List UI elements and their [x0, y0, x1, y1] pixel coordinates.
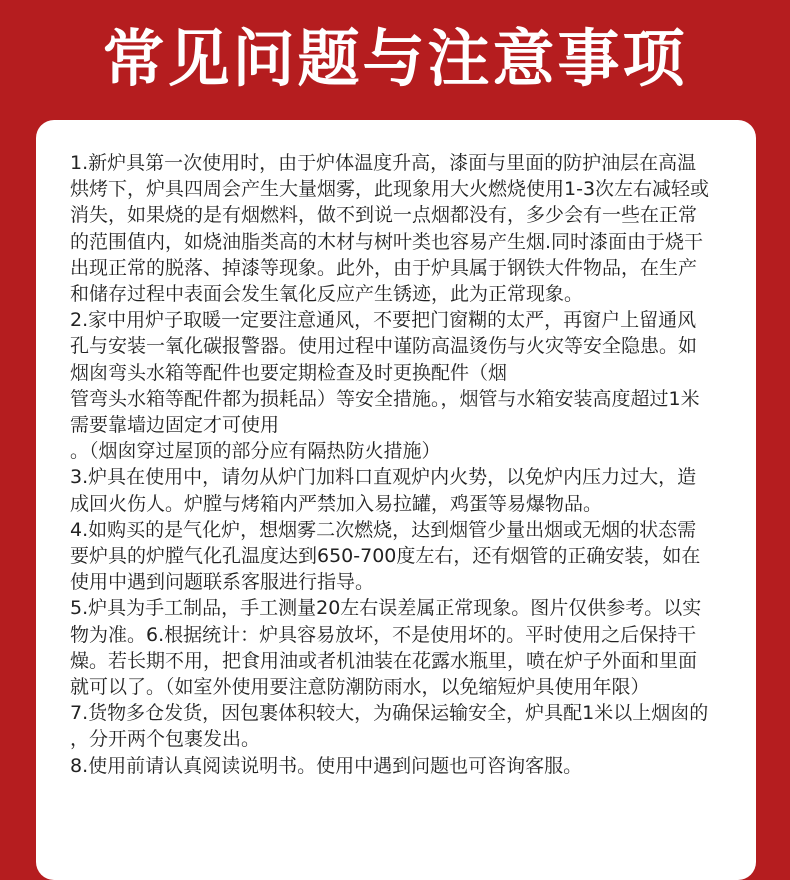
notice-line: 7.货物多仓发货，因包裹体积较大，为确保运输安全，炉具配1米以上烟囱的	[70, 702, 709, 725]
notice-line: 燥。若长期不用，把食用油或者机油装在花露水瓶里，喷在炉子外面和里面	[70, 649, 698, 672]
notice-line: 出现正常的脱落、掉漆等现象。此外，由于炉具属于钢铁大件物品，在生产	[70, 256, 698, 279]
notice-line: 烟囱弯头水箱等配件也要定期检查及时更换配件（烟	[70, 361, 508, 384]
notice-line: 成回火伤人。炉膛与烤箱内严禁加入易拉罐，鸡蛋等易爆物品。	[70, 492, 603, 515]
notice-line: 消失，如果烧的是有烟燃料，做不到说一点烟都没有，多少会有一些在正常	[70, 204, 698, 227]
notice-line: 就可以了。（如室外使用要注意防潮防雨水，以免缩短炉具使用年限）	[70, 676, 650, 699]
page-title: 常见问题与注意事项	[102, 22, 688, 95]
notice-line: 和储存过程中表面会发生氧化反应产生锈迹，此为正常现象。	[70, 283, 584, 306]
notice-line: 管弯头水箱等配件都为损耗品）等安全措施。，烟管与水箱安装高度超过1米	[70, 387, 700, 410]
notice-line: 3.炉具在使用中，请勿从炉门加料口直观炉内火势，以免炉内压力过大，造	[70, 466, 697, 489]
notice-line: 1.新炉具第一次使用时，由于炉体温度升高，漆面与里面的防护油层在高温	[70, 152, 697, 174]
notice-line: ，分开两个包裹发出。	[70, 728, 261, 751]
notice-line: 2.家中用炉子取暖一定要注意通风，不要把门窗糊的太严，再窗户上留通风	[70, 309, 697, 332]
notice-line: 烘烤下，炉具四周会产生大量烟雾，此现象用大火燃烧使用1-3次左右减轻或	[70, 178, 710, 201]
notice-card	[36, 120, 756, 880]
notice-line: 需要靠墙边固定才可使用	[70, 414, 280, 437]
notice-line: 4.如购买的是气化炉，想烟雾二次燃烧，达到烟管少量出烟或无烟的状态需	[70, 518, 697, 541]
notice-line: 的范围值内，如烧油脂类高的木材与树叶类也容易产生烟.同时漆面由于烧干	[70, 230, 704, 253]
notice-line: 5.炉具为手工制品，手工测量20左右误差属正常现象。图片仅供参考。以实	[70, 597, 702, 620]
notice-line: 孔与安装一氧化碳报警器。使用过程中谨防高温烫伤与火灾等安全隐患。如	[70, 335, 698, 358]
notice-line: 8.使用前请认真阅读说明书。使用中遇到问题也可咨询客服。	[70, 754, 583, 777]
notice-line: 使用中遇到问题联系客服进行指导。	[70, 571, 375, 594]
notice-line: 物为准。6.根据统计：炉具容易放坏，不是使用坏的。平时使用之后保持干	[70, 623, 697, 646]
notice-line: 要炉具的炉膛气化孔温度达到650-700度左右，还有烟管的正确安装，如在	[70, 545, 701, 568]
notice-line: 。（烟囱穿过屋顶的部分应有隔热防火措施）	[70, 440, 441, 463]
